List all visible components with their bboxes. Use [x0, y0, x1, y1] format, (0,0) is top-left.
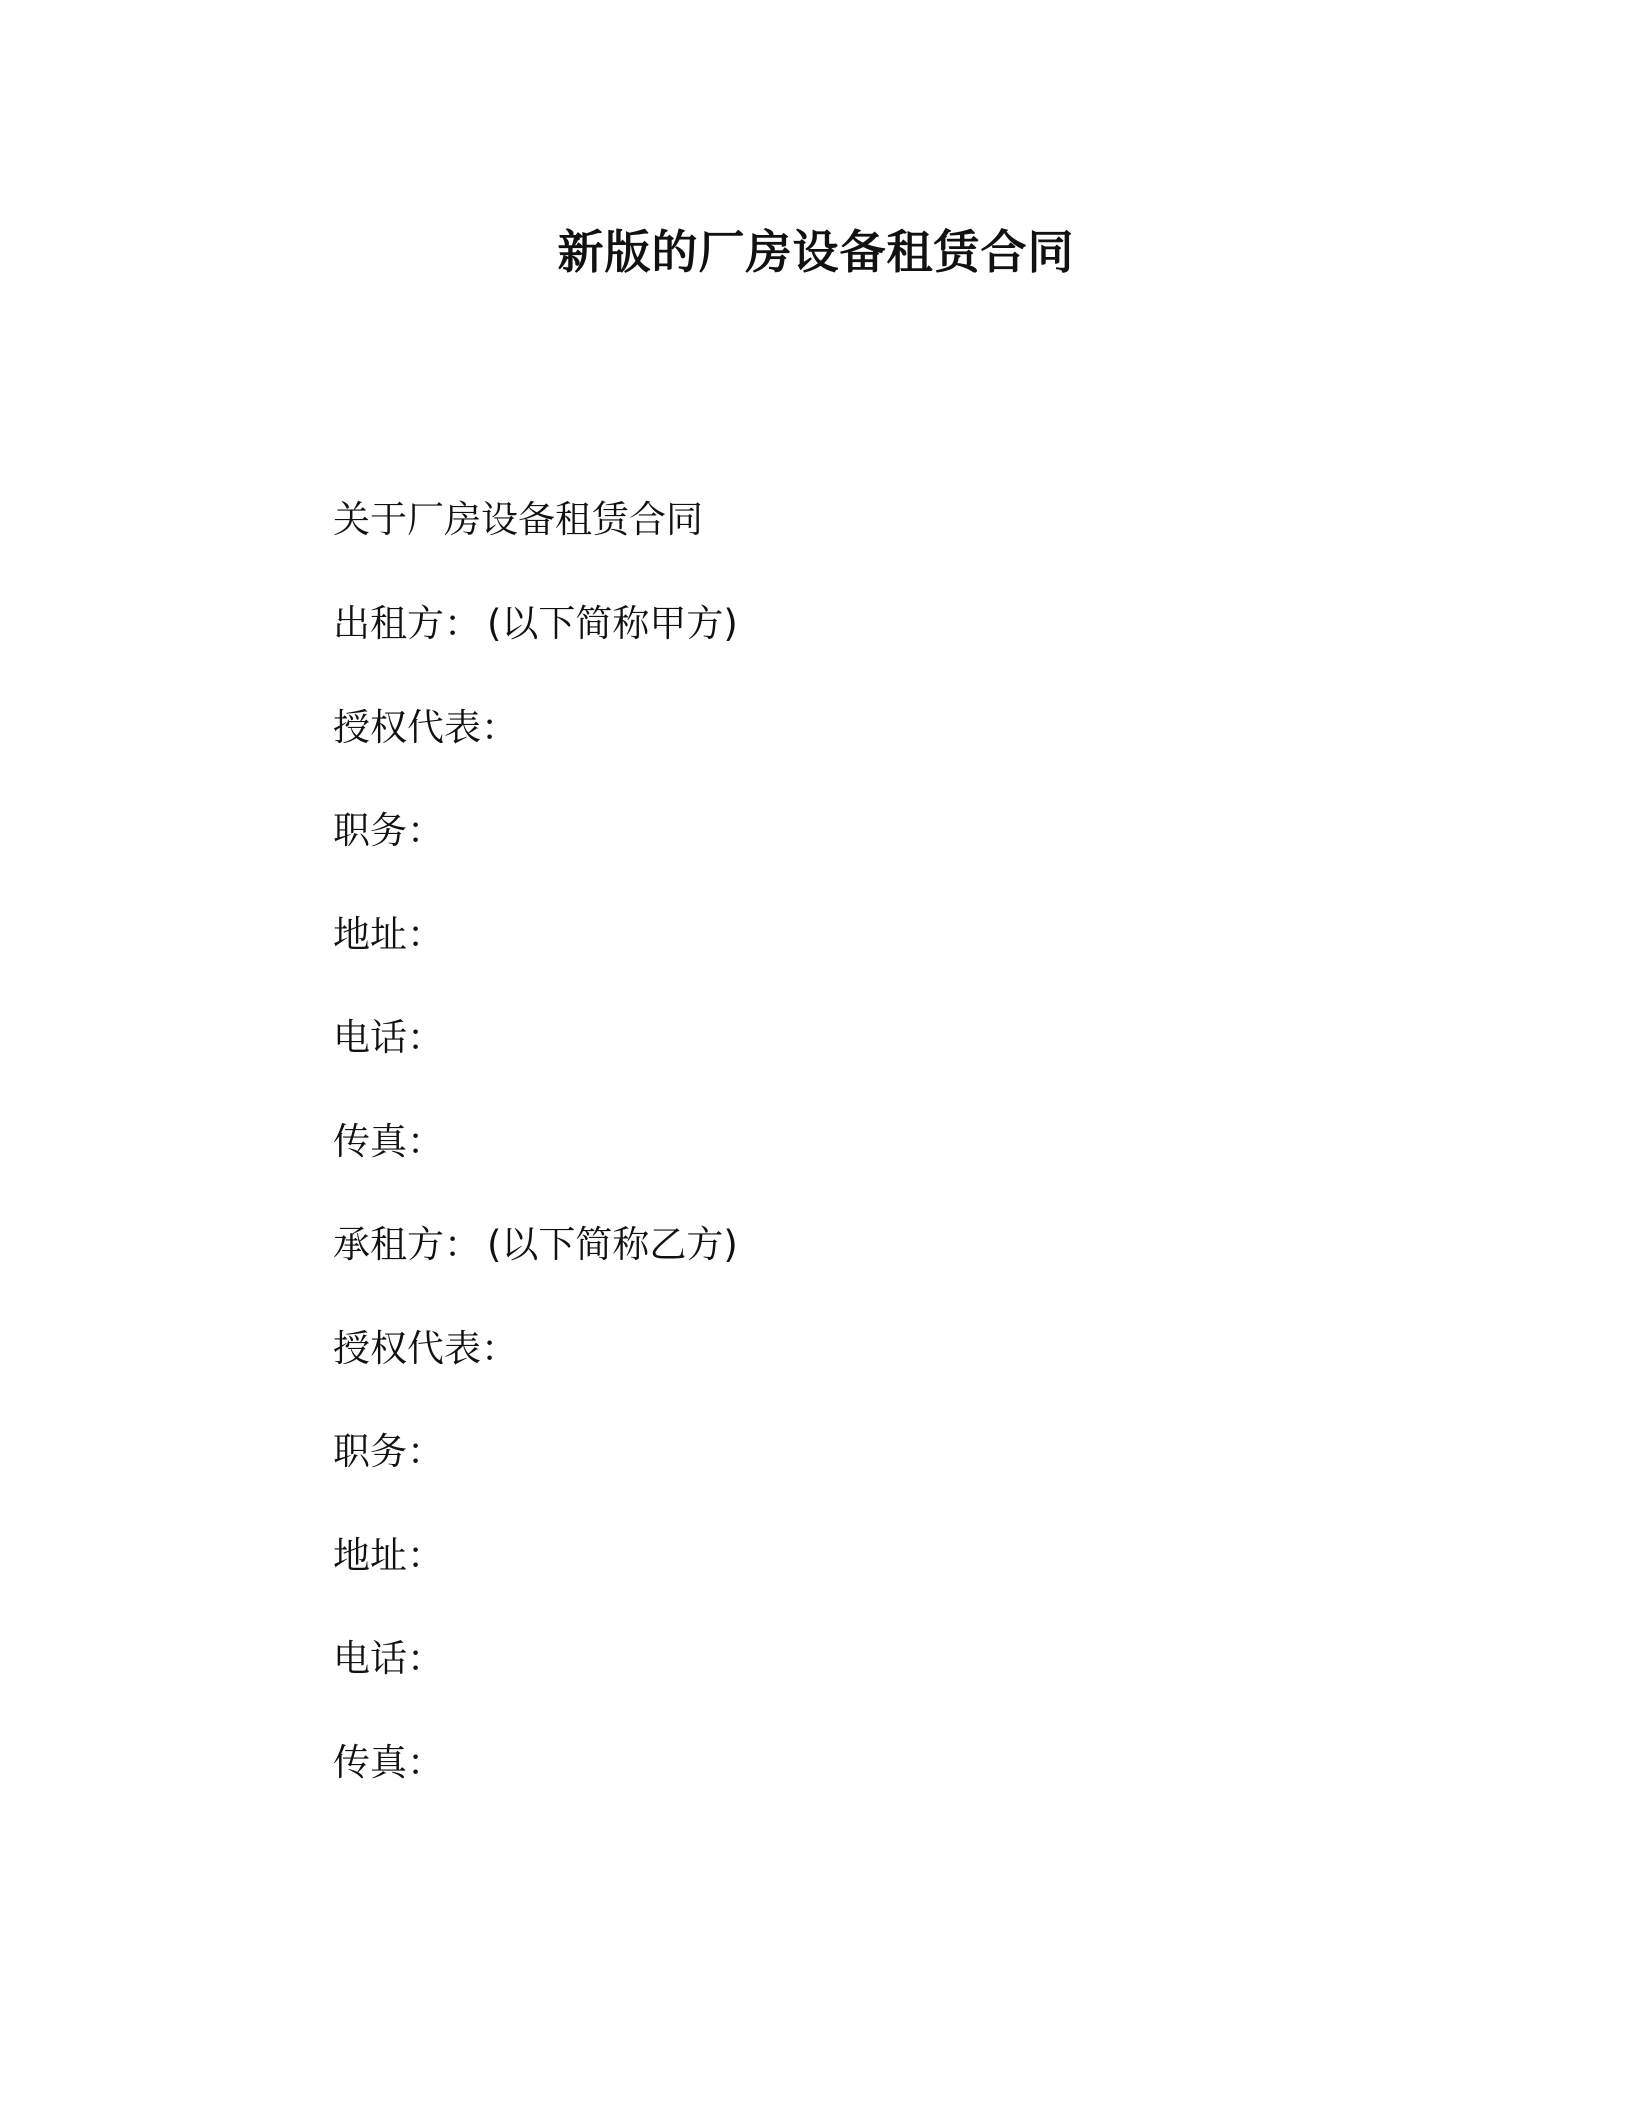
field-label: 职务：: [333, 1430, 444, 1473]
field-label: 地址：: [333, 912, 444, 956]
field-suffix: (以下简称甲方): [487, 602, 738, 645]
field-lessor-representative: [333, 705, 738, 809]
field-lessee-phone: [333, 1636, 738, 1740]
field-lessee-position: [333, 1429, 738, 1533]
field-label: 授权代表：: [333, 705, 518, 749]
field-lessor-address: [333, 912, 738, 1016]
field-suffix: (以下简称乙方): [487, 1223, 738, 1266]
field-lessor-position: [333, 808, 738, 912]
field-lessor-phone: [333, 1015, 738, 1119]
field-label: 承租方：: [333, 1223, 481, 1266]
field-label: 授权代表：: [333, 1326, 518, 1370]
document-subtitle: 关于厂房设备租赁合同: [333, 498, 703, 541]
field-label: 地址：: [333, 1533, 444, 1577]
field-lessee-fax: [333, 1740, 738, 1844]
field-label: 职务：: [333, 809, 444, 852]
field-lessor-fax: [333, 1119, 738, 1223]
field-label: 传真：: [333, 1740, 444, 1784]
field-lessee: [333, 1222, 738, 1326]
field-lessee-address: [333, 1533, 738, 1637]
document-title: 新版的厂房设备租赁合同: [557, 225, 1075, 279]
party-fields-list: [333, 601, 738, 1843]
field-lessor: [333, 601, 738, 705]
field-label: 电话：: [333, 1016, 444, 1059]
field-label: 出租方：: [333, 602, 481, 645]
field-lessee-representative: [333, 1326, 738, 1430]
field-label: 电话：: [333, 1637, 444, 1680]
field-label: 传真：: [333, 1119, 444, 1163]
